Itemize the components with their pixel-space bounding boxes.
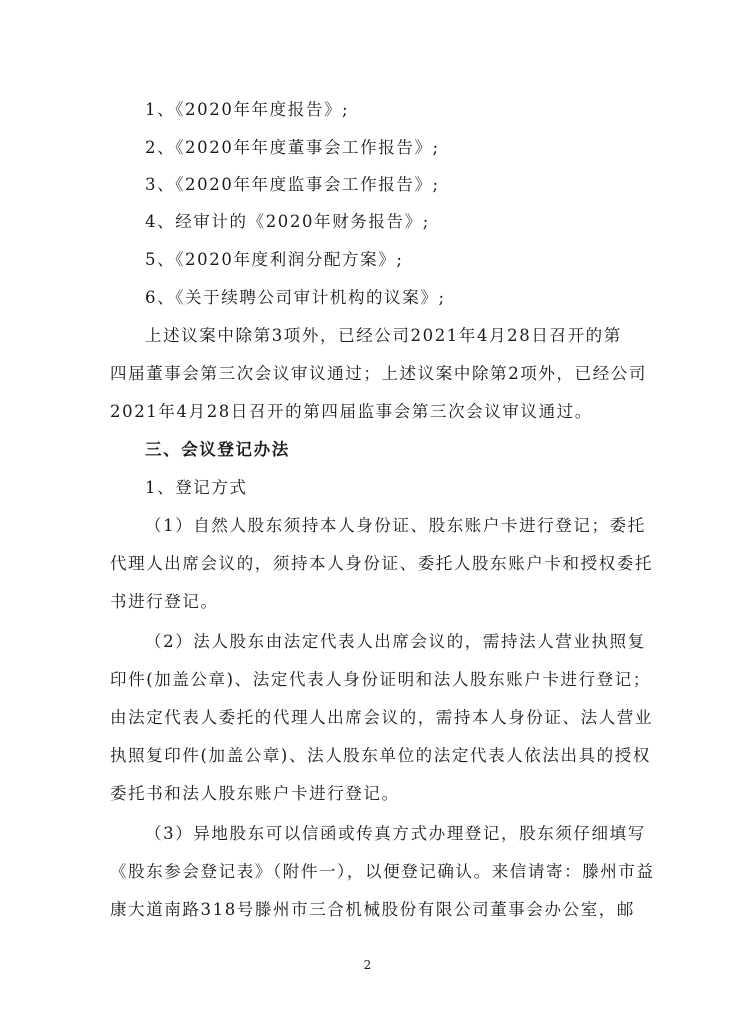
review-line-2: 四届董事会第三次会议审议通过；上述议案中除第2项外，已经公司 — [110, 364, 647, 383]
para1-line-2: 代理人出席会议的，须持本人身份证、委托人股东账户卡和授权委托 — [110, 554, 653, 573]
agenda-item-1: 1、《2020年年度报告》; — [145, 100, 350, 119]
para2-line-1: （2）法人股东由法定代表人出席会议的，需持法人营业执照复 — [145, 632, 646, 651]
para3-line-3: 康大道南路318号滕州市三合机械股份有限公司董事会办公室，邮 — [110, 900, 635, 919]
page-number: 2 — [363, 958, 372, 972]
review-line-1: 上述议案中除第3项外，已经公司2021年4月28日召开的第 — [145, 326, 622, 345]
para2-line-3: 由法定代表人委托的代理人出席会议的，需持本人身份证、法人营业 — [110, 708, 653, 727]
para2-line-2: 印件(加盖公章)、法定代表人身份证明和法人股东账户卡进行登记； — [110, 670, 651, 689]
agenda-item-4: 4、经审计的《2020年财务报告》; — [145, 212, 430, 231]
agenda-item-5: 5、《2020年度利润分配方案》; — [145, 250, 404, 269]
agenda-item-3: 3、《2020年年度监事会工作报告》; — [145, 175, 440, 194]
para1-line-3: 书进行登记。 — [110, 592, 219, 611]
sub-heading: 1、登记方式 — [145, 478, 248, 497]
para3-line-1: （3）异地股东可以信函或传真方式办理登记，股东须仔细填写 — [145, 824, 646, 843]
agenda-item-2: 2、《2020年年度董事会工作报告》; — [145, 138, 440, 157]
para2-line-5: 委托书和法人股东账户卡进行登记。 — [110, 784, 400, 803]
section-heading: 三、会议登记办法 — [145, 440, 290, 459]
para3-line-2: 《股东参会登记表》（附件一），以便登记确认。来信请寄：滕州市益 — [110, 862, 655, 881]
review-line-3: 2021年4月28日召开的第四届监事会第三次会议审议通过。 — [110, 402, 593, 421]
agenda-item-6: 6、《关于续聘公司审计机构的议案》; — [145, 288, 446, 307]
para1-line-1: （1）自然人股东须持本人身份证、股东账户卡进行登记；委托 — [145, 516, 646, 535]
para2-line-4: 执照复印件(加盖公章)、法人股东单位的法定代表人依法出具的授权 — [110, 746, 651, 765]
